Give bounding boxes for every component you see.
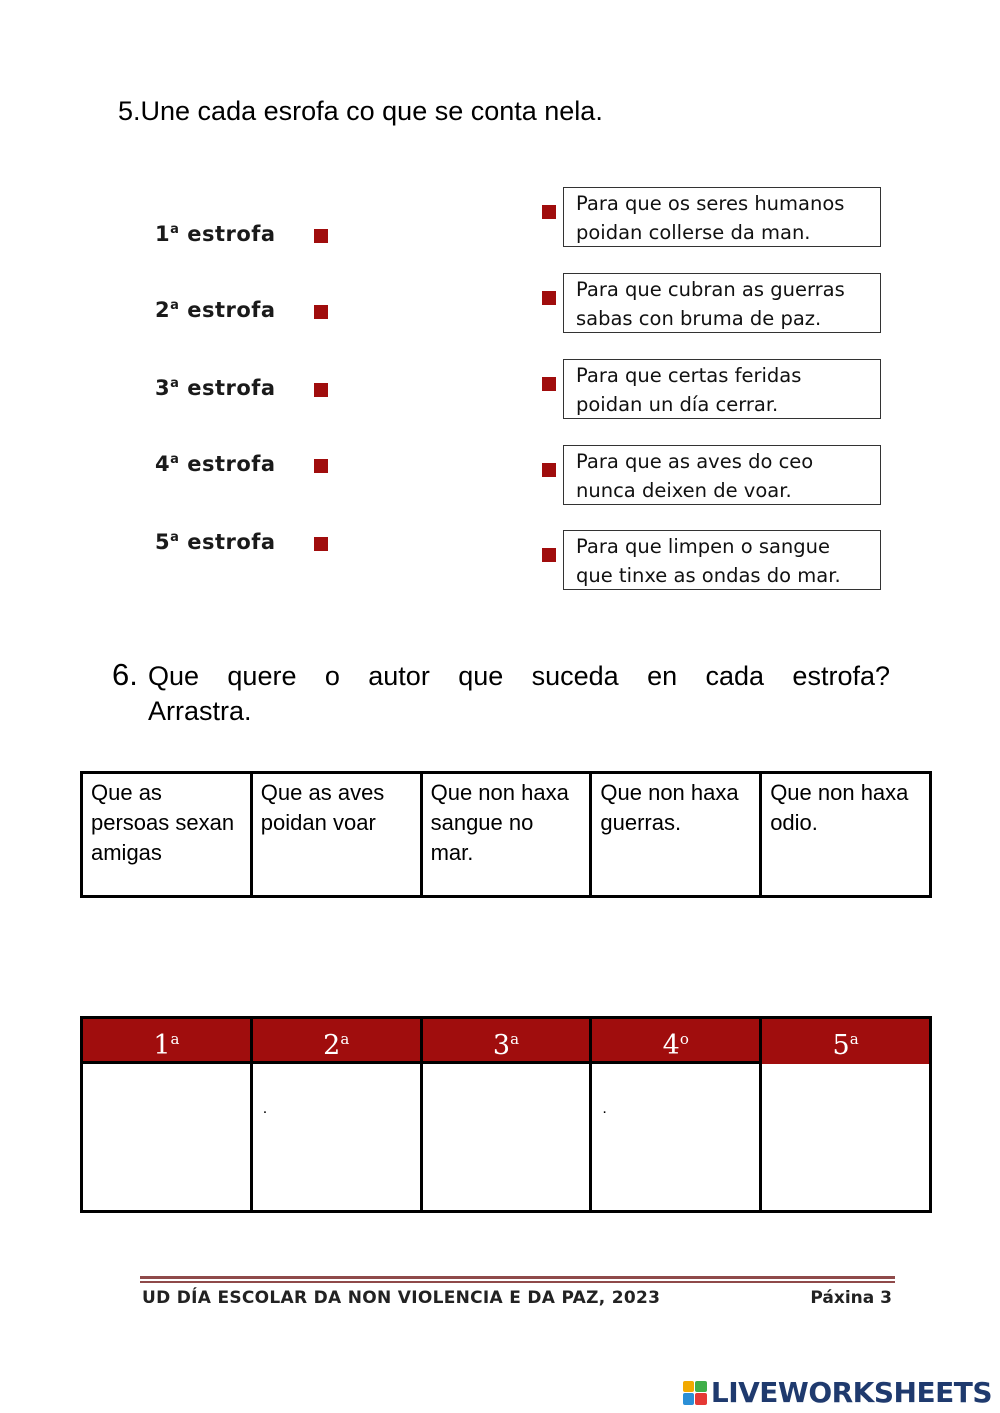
exercise-6-instruction: Arrastra. (148, 696, 252, 726)
draggable-option-1[interactable]: Que as persoas sexan amigas (83, 774, 253, 895)
match-box-3-line2: poidan un día cerrar. (576, 393, 779, 416)
answer-header-5: 5$^a$ (762, 1019, 929, 1064)
match-box-1-line1: Para que os seres humanos (576, 192, 845, 215)
stanza-label-3: 3$^a$ estrofa (155, 376, 276, 400)
stanza-3-connector-dot[interactable] (314, 383, 328, 397)
drop-zone-2-mark: . (262, 1100, 268, 1117)
answer-column-2 (253, 1019, 423, 1210)
match-box-4 (563, 445, 881, 505)
drop-zone-4-mark: . (602, 1100, 607, 1117)
draggable-option-3[interactable]: Que non haxa sangue no mar. (423, 774, 593, 895)
stanza-2-connector-dot[interactable] (314, 305, 328, 319)
answer-header-4: 4$^o$ (592, 1019, 759, 1064)
answer-header-1: 1$^a$ (83, 1019, 250, 1064)
footer-unit-title: UD DÍA ESCOLAR DA NON VIOLENCIA E DA PAZ, 2023 (142, 1288, 661, 1308)
drop-zone-2[interactable] (253, 1064, 420, 1210)
answer-header-3: 3$^a$ (423, 1019, 590, 1064)
draggable-option-2[interactable]: Que as aves poidan voar (253, 774, 423, 895)
box-4-connector-dot[interactable] (542, 463, 556, 477)
options-table (80, 771, 932, 898)
exercise-6-number: 6. (112, 657, 138, 692)
draggable-option-4[interactable]: Que non haxa guerras. (592, 774, 762, 895)
match-box-4-line2: nunca deixen de voar. (576, 479, 792, 502)
stanza-label-4: 4$^a$ estrofa (155, 452, 276, 476)
match-box-2-line2: sabas con bruma de paz. (576, 307, 822, 330)
stanza-label-1: 1$^a$ estrofa (155, 222, 276, 246)
footer-page-number: Páxina 3 (810, 1288, 892, 1308)
box-3-connector-dot[interactable] (542, 377, 556, 391)
box-2-connector-dot[interactable] (542, 291, 556, 305)
answer-column-1 (83, 1019, 253, 1210)
box-5-connector-dot[interactable] (542, 548, 556, 562)
liveworksheets-wordmark: LIVEWORKSHEETS (710, 1376, 992, 1409)
liveworksheets-icon (683, 1381, 707, 1405)
footer-divider-top (140, 1276, 895, 1279)
drop-zone-1[interactable] (83, 1064, 250, 1210)
answer-column-5 (762, 1019, 929, 1210)
stanza-1-connector-dot[interactable] (314, 229, 328, 243)
match-box-3 (563, 359, 881, 419)
drop-zone-3[interactable] (423, 1064, 590, 1210)
match-box-2 (563, 273, 881, 333)
footer-divider-bottom (140, 1281, 895, 1283)
exercise-6-question: Que quere o autor que suceda en cada estrofa? (148, 661, 890, 691)
stanza-4-connector-dot[interactable] (314, 459, 328, 473)
match-box-5-line1: Para que limpen o sangue (576, 535, 831, 558)
stanza-label-5: 5$^a$ estrofa (155, 530, 276, 554)
answer-column-4 (592, 1019, 762, 1210)
drop-zone-5[interactable] (762, 1064, 929, 1210)
exercise-5-title: 5.Une cada esrofa co que se conta nela. (118, 96, 603, 126)
drop-zone-4[interactable] (592, 1064, 759, 1210)
match-box-2-line1: Para que cubran as guerras (576, 278, 845, 301)
answer-column-3 (423, 1019, 593, 1210)
match-box-3-line1: Para que certas feridas (576, 364, 802, 387)
answer-table (80, 1016, 932, 1213)
stanza-5-connector-dot[interactable] (314, 537, 328, 551)
match-box-4-line1: Para que as aves do ceo (576, 450, 814, 473)
liveworksheets-logo (683, 1376, 992, 1409)
box-1-connector-dot[interactable] (542, 205, 556, 219)
stanza-label-2: 2$^a$ estrofa (155, 298, 276, 322)
answer-header-2: 2$^a$ (253, 1019, 420, 1064)
match-box-5 (563, 530, 881, 590)
match-box-1-line2: poidan collerse da man. (576, 221, 811, 244)
draggable-option-5[interactable]: Que non haxa odio. (770, 780, 909, 835)
match-box-5-line2: que tinxe as ondas do mar. (576, 564, 841, 587)
match-box-1 (563, 187, 881, 247)
